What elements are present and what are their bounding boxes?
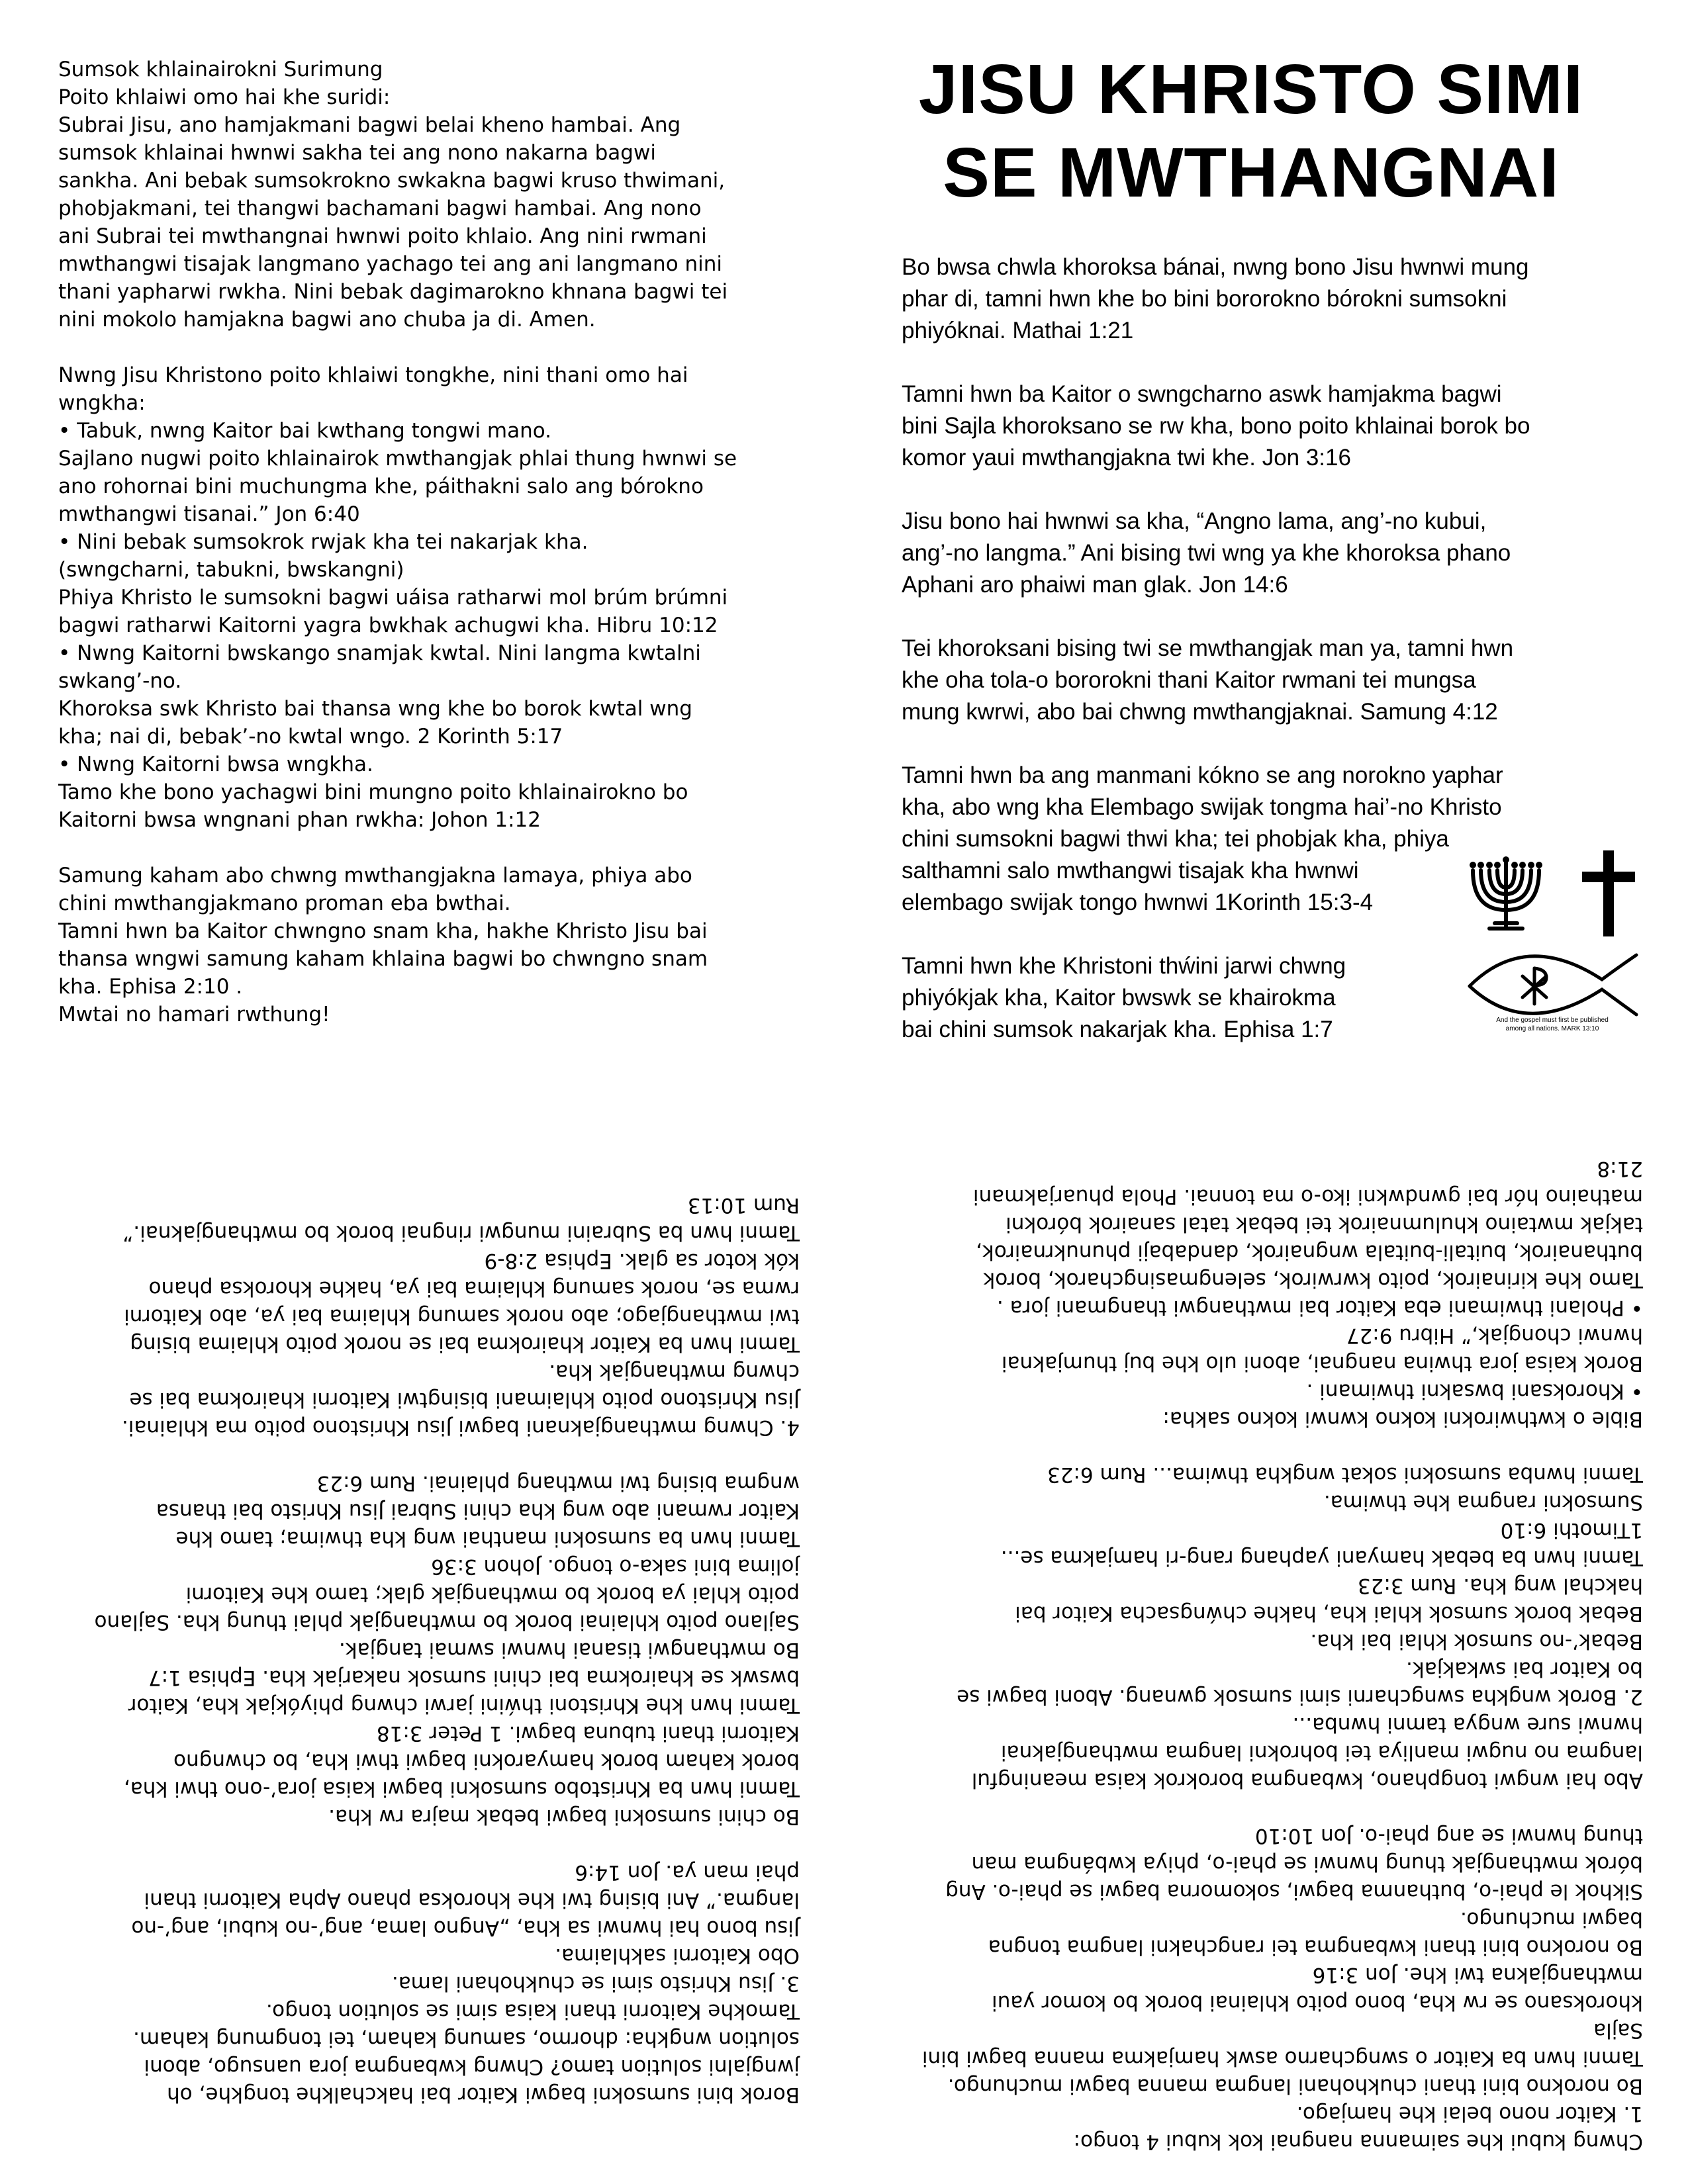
- menorah-icon: [1473, 862, 1539, 929]
- death-judgment-paragraph: Bible o kwthwirokni kokno kwnwi kokno sakha: • Khoroksani bwsakni thwimani . Borok kaisa jora thwina nangnai, aboni ulo khe buj thumjaknai hwnwi chongjak,” Hibru 9:27 • Pholani thwimani eba Kaitor bai mwthangwi thangmani jora . Tamo khe kirinairok, poito kwrwirok, selengmasingcharok, borok buthanairok, buitali-buitala wngnairok, dandabaji phunukrnairok, takjak mwtaino khulumnairok tei bebak tatal sanairok bórokni mathaino hór bai gwndwkni iko-o ma tonnai. Phola phuarjakmani 21:8: [972, 1157, 1643, 1431]
- verse-paragraph: Tamni hwn ba ang manmani kókno se ang norokno yaphar kha, abo wng kha Elembago swijak tongma hai’-no Khristo chini sumsokni bagwi thwi kha; tei phobjak kha, phiya salthamni salo mwthangwi tisajak kha hwnwi elembago swijak tongo hwnwi 1Korinth 15:3-4: [902, 762, 1503, 915]
- four-laws-part-1-column: [902, 1155, 1643, 2156]
- religious-symbols: [1463, 850, 1642, 1069]
- law-three-paragraph: Borok bini sumsokni bagwi Kaitor bai hakchalkhe tongkhe, oh jwngjalni solution tamo? Chwng kwbangma jora uansugo, aboni solution wngkha: dhormo, samung kaham, tei tongmung kaham. Tamokhe Kaitorni thani kaisa simi se solution tongo. 3. Jisu Khristo simi se chukhohani lama. Obo Kaitorni sakhlaima. Jisu bono hai hwnwi sa kha, „Angno lama, ang’-no kubui, ang’-no langma.” Ani bising twi khe khoroksa phano Apha Kaitorni thani phai man ya. Jon 14:6: [131, 1860, 800, 2107]
- title-line-1: JISU KHRISTO SIMI: [918, 50, 1584, 128]
- cross-icon: [1582, 850, 1635, 936]
- title-line-2: SE MWTHANGNAI: [943, 134, 1560, 212]
- intro-prayer-column: [58, 56, 800, 1028]
- verse-paragraph: Tei khoroksani bising twi se mwthangjak man ya, tamni hwn khe oha tola-o bororokni thani Kaitor rwmani tei mungsa mung kwrwi, abo bai chwng mwthangjaknai. Samung 4:12: [902, 635, 1514, 725]
- verse-paragraph: Tamni hwn ba Kaitor o swngcharno aswk hamjakma bagwi bini Sajla khoroksano se rw kha, bono poito khlainai borok bo komor yaui mwthangjakna twi khe. Jon 3:16: [902, 381, 1530, 471]
- atonement-paragraph: Bo chini sumsokni bagwi bebak majra rw kha. Tamni hwn ba Khristobo sumsokni bagwi kaisa jora’-ono thwi kha, borok kaham borok hamyarokni bagwi thwi kha, bo chwngno Kaitorni thani tubuna bagwi. 1 Peter 3:18 Tamni hwn khe Khristoni thẃini jarwi chwng phiyókjak kha, Kaitor bwswk se khairokma bai chini sumsok nakarjak kha. Ephisa 1:7 Bo mwthangwi tisanai hwnwi swmai tangjak. Sajlano poito khlainai borok bo mwthangjak phlai thung kha. Sajlano poito khlai ya borok bo mwthangjak glak; tamo khe Kaitorni jolima bini saka-o tongo. Johon 3:36 Tamni hwn ba sumsokni manthai wng kha thwima; tamo khe Kaitor rwmani abo wng kha chini Subrai Jisu Khristo bai thansa wngma bising twi mwthang phlainai. Rum 6:23: [94, 1471, 800, 1829]
- four-laws-part-2-column: [58, 1191, 800, 2109]
- mark-13-10-caption: And the gospel must first be published among all nations. MARK 13:10: [1496, 1017, 1609, 1032]
- page-title: [861, 48, 1642, 214]
- law-two-paragraph: Abo hai wngwi tongphano, kwbangma borokrok kaisa meaningful langma no nugwi manliya tei bohrokni langma mwthangjaknai hwnwi sure wngya tamni hwnba... 2. Borok wngkha swngcharni simi sumsok gwnang. Aboni bagwi se bo Kaitor bai swkakjak. Bebak’-no sumsok khlai bai kha. Bebak borok sumsok khlai kha, hakhe chẃngsacha Kaitor bai hakchal wng kha. Rum 3:23 Tamni hwn ba bebak hamyani yaphang rang-ri hamjakma se... 1Timothi 6:10 Sumsokni rangma khe thwima. Tamni hwnba sumsokni sokat wngkha thwima... Rum 6:23: [957, 1463, 1643, 1792]
- prayer-paragraph: Sumsok khlainairokni Surimung Poito khlaiwi omo hai khe suridi: Subrai Jisu, ano hamjakmani bagwi belai kheno hambai. Ang sumsok khlainai hwnwi sakha tei ang nono nakarna bagwi sankha. Ani bebak sumsokrokno swkakna bagwi kruso thwimani, phobjakmani, tei thangwi bachamani bagwi hambai. Ang nono ani Subrai tei mwthangnai hwnwi poito khlaio. Ang nini rwmani mwthangwi tisajak langmano yachago tei ang ani langmano nini thani yapharwi rwkha. Nini bebak dagimarokno khnana bagwi tei nini mokolo hamjakna bagwi ano chuba ja di. Amen.: [58, 58, 728, 332]
- assurance-paragraph: Nwng Jisu Khristono poito khlaiwi tongkhe, nini thani omo hai wngkha: • Tabuk, nwng Kaitor bai kwthang tongwi mano. Sajlano nugwi poito khlainairok mwthangjak phlai thung hwnwi se ano rohornai bini muchungma khe, páithakni salo ang bórokno mwthangwi tisanai.” Jon 6:40 • Nini bebak sumsokrok rwjak kha tei nakarjak kha. (swngcharni, tabukni, bwskangni) Phiya Khristo le sumsokni bagwi uáisa ratharwi mol brúm brúmni bagwi ratharwi Kaitorni yagra bwkhak achugwi kha. Hibru 10:12 • Nwng Kaitorni bwskango snamjak kwtal. Nini langma kwtalni swkang’-no. Khoroksa swk Khristo bai thansa wng khe bo borok kwtal wng kha; nai di, bebak’-no kwtal wngo. 2 Korinth 5:17 • Nwng Kaitorni bwsa wngkha. Tamo khe bono yachagwi bini mungno poito khlainairokno bo Kaitorni bwsa wngnani phan rwkha: Johon 1:12: [58, 363, 737, 832]
- good-works-paragraph: Samung kaham abo chwng mwthangjakna lamaya, phiya abo chini mwthangjakmano proman eba bwthai. Tamni hwn ba Kaitor chwngno snam kha, hakhe Khristo Jisu bai thansa wngwi samung kaham khlaina bagwi bo chwngno snam kha. Ephisa 2:10 . Mwtai no hamari rwthung!: [58, 864, 708, 1026]
- law-one-paragraph: Chwng kubui khe saimanna nangnai kok kubui 4 tongo: 1. Kaitor nono belai khe hamjago. Bo norokno bini thani chukhohani langma manna bagwi muchungo. Tamni hwn ba Kaitor o swngcharno aswk hamjakma manna bagwi bini Sajla khoroksano se rw kha, bono poito khlainai borok bo komor yaui mwthangjakna twi khe. Jon 3:16 Bo norokno bini thani kwbangma tei rangchakni langma tongna bagwi muchungo. Sikhok le phai-o, buthanma bagwi, sokomorna bagwi se phai-o. Ang bórok mwthangjak thung hwnwi se phai-o, phiya kwbángma man thung hwnwi se ang phai-o. Jon 10:10: [921, 1824, 1643, 2154]
- verse-paragraph: Jisu bono hai hwnwi sa kha, “Angno lama, ang’-no kubui, ang’-no langma.” Ani bising twi wng ya khe khoroksa phano Aphani aro phaiwi man glak. Jon 14:6: [902, 508, 1511, 598]
- law-four-paragraph: 4. Chwng mwthangjaknani bagwi Jisu Khristono poito ma khlainai. Jisu Khristono poito khlaimani bisingtwi Kaitorni khairokma bai se chwng mwthangjak kha. Tamni hwn ba Kaitor khairokma bai se norok poito khlaima bising twi mwthangjago; abo norok samung khlaima bai ya, abo Kaitorni rwma se, norok samung khlaima bai ya, hakhe khoroksa phano kók kotor sa glak. Ephisa 2:8-9 Tamni hwn ba Subraini mungwi ringnai borok bo mwthangjaknai.” Rum 10:13: [121, 1193, 800, 1439]
- verse-paragraph: Bo bwsa chwla khoroksa bánai, nwng bono Jisu hwnwi mung phar di, tamni hwn khe bo bini bororokno bórokni sumsokni phiyóknai. Mathai 1:21: [902, 254, 1529, 343]
- ichthys-chi-rho-icon: [1470, 955, 1636, 1015]
- verse-paragraph: Tamni hwn khe Khristoni thẃini jarwi chwng phiyókjak kha, Kaitor bwswk se khairokma bai chini sumsok nakarjak kha. Ephisa 1:7: [902, 953, 1346, 1042]
